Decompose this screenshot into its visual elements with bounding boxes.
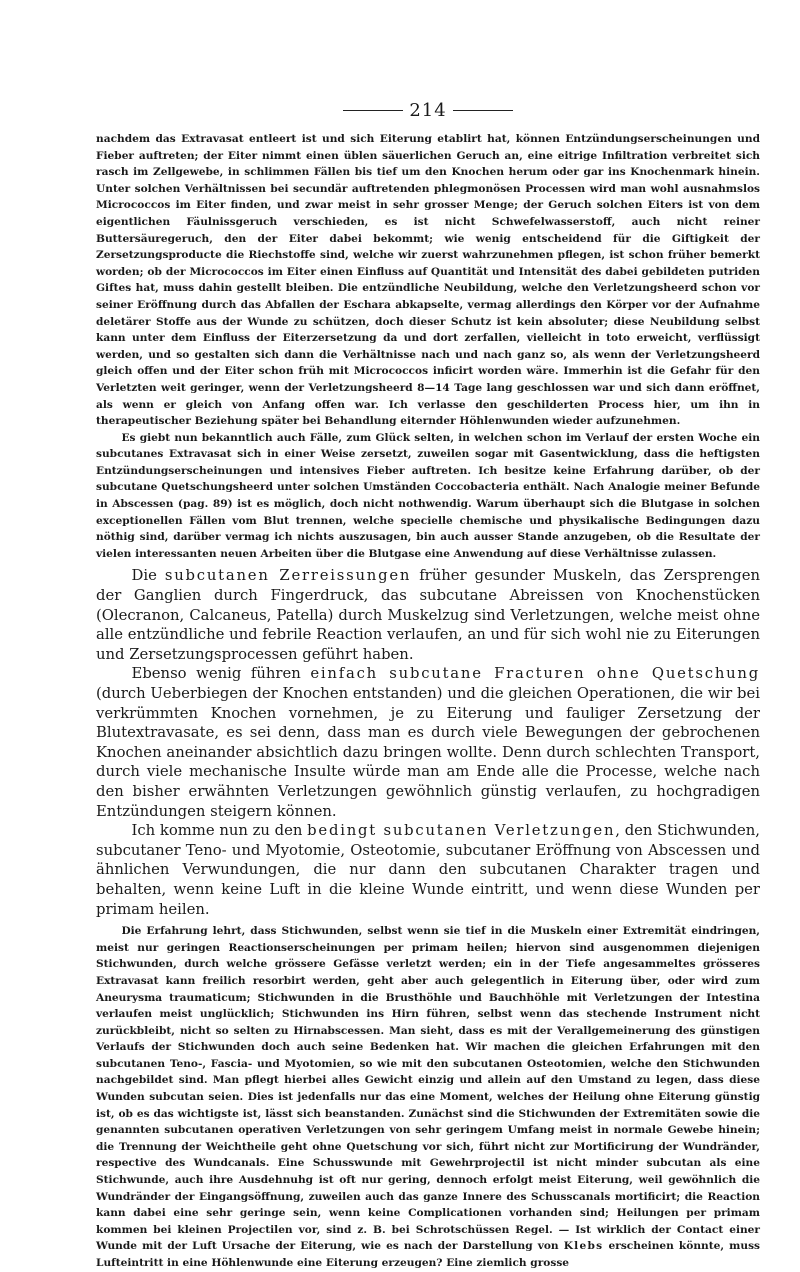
page-number: 214 [409,100,447,121]
paragraph-1: nachdem das Extravasat entleert ist und sich Eiterung etablirt hat, können Entzündungserscheinungen und Fieber auftreten; der Eiter nimmt einen üblen säuerlichen Geruch an, eine eitrige Infiltration verbreitet sich rasch im Zellgewebe, in schlimmen Fällen bis tief um den Knochen herum oder gar ins Knochenmark hinein. Unter solchen Verhältnissen bei secundär auftretenden phlegmonösen Processen wird man wohl ausnahmslos Micrococcos im Eiter finden, und zwar meist in sehr grosser Menge; der Geruch solchen Eiters ist von dem eigentlichen Fäulnissgeruch verschieden, es ist nicht Schwefelwasserstoff, auch nicht reiner Buttersäuregeruch, den der Eiter dabei bekommt; wie wenig entscheidend für die Giftigkeit der Zersetzungsproducte die Riechstoffe sind, welche wir zuerst wahrzunehmen pflegen, ist schon früher bemerkt worden; ob der Micrococcos im Eiter einen Einfluss auf Quantität und Intensität des dabei gebildeten putriden Giftes hat, muss dahin gestellt bleiben. Die entzündliche Neubildung, welche den Verletzungsheerd schon vor seiner Eröffnung durch das Abfallen der Eschara abkapselte, vermag allerdings den Körper vor der Aufnahme deletärer Stoffe aus der Wunde zu schützen, doch dieser Schutz ist kein absoluter; diese Neubildung selbst kann unter dem Einfluss der Eiterzersetzung da und dort zerfallen, vielleicht in toto erweicht, verflüssigt werden, und so gestalten sich dann die Verhältnisse nach und nach ganz so, als wenn der Verletzungsheerd gleich offen und der Eiter schon früh mit Micrococcos inficirt worden wäre. Immerhin ist die Gefahr für den Verletzten weit geringer, wenn der Verletzungsheerd 8—14 Tage lang geschlossen war und sich dann eröffnet, als wenn er gleich von Anfang offen war. Ich verlasse den geschilderten Process hier, um ihn in therapeutischer Beziehung später bei Behandlung eiternder Höhlenwunden wieder aufzunehmen. [96,133,760,428]
paragraph-6-lead: Die Erfahrung lehrt, dass Stichwunden, selbst wenn sie tief in die Muskeln einer Extremität eindringen, meist nur geringen Reactionserscheinungen per primam heilen; hiervon sind ausgenommen diejenigen Stichwunden, durch welche grössere Gefässe verletzt werden; ein in der Tiefe angesammeltes grösseres Extravasat kann freilich resorbirt werden, geht aber auch gelegentlich in Eiterung über, oder wird zum Aneurysma traumaticum; Stichwunden in die Brusthöhle und Bauchhöhle mit Verletzungen der Intestina verlaufen meist unglücklich; Stichwunden ins Hirn führen, selbst wenn das stechende Instrument nicht zurückbleibt, nicht so selten zu Hirnabscessen. Man sieht, dass es mit der Verallgemeinerung des günstigen Verlaufs der Stichwunden doch auch seine Bedenken hat. Wir machen die gleichen Erfahrungen mit den subcutanen Teno-, Fascia- und Myotomien, so wie mit den subcutanen Osteotomien, welche den Stichwunden nachgebildet sind. Man pflegt hierbei alles Gewicht einzig und allein auf den Umstand zu legen, dass diese Wunden subcutan seien. Dies ist jedenfalls nur das eine Moment, welches der Heilung ohne Eiterung günstig ist, ob es das wichtigste ist, lässt sich beanstanden. Zunächst sind die Stichwunden der Extremitäten sowie die genannten subcutanen operativen Verletzungen von sehr geringem Umfang meist in normale Gewebe hinein; die Trennung der Weichtheile geht ohne Quetschung vor sich, führt nicht zur Mortificirung der Wundränder, respective des Wundcanals. Eine Schusswunde mit Gewehrprojectil ist nicht minder subcutan als eine Stichwunde, auch ihre Ausdehnuhg ist oft nur gering, dennoch erfolgt meist Eiterung, weil gewöhnlich die Wundränder der Eingangsöffnung, zuweilen auch das ganze Innere des Schusscanals mortificirt; die Reaction kann dabei eine sehr geringe sein, wenn keine Complicationen vorhanden sind; Heilungen per primam kommen bei kleinen Projectilen vor, sind z. B. bei Schrotschüssen Regel. — Ist wirklich der Contact einer Wunde mit der Luft Ursache der Eiterung, wie es nach der Darstellung von [96,925,760,1253]
emphasis-subcutane-fracturen: einfach subcutane Fracturen ohne Quetschung [310,665,760,683]
header-rule-left [343,110,403,111]
paragraph-4-body: (durch Ueberbiegen der Knochen entstanden) und die gleichen Operationen, die wir bei verkrümmten Knochen vornehmen, je zu Eiterung und fauliger Zersetzung der Blutextravasate, es sei denn, dass man es durch viele Bewegungen der gebrochenen Knochen aneinander absichtlich dazu bringen wollte. Denn durch schlechten Transport, durch viele mechanische Insulte würde man am Ende alle die Processe, welche nach den bisher erwähnten Verletzungen gewöhnlich günstig verlaufen, zu hochgradigen Entzündungen steigern können. [96,685,760,820]
page-header [96,100,760,121]
paragraph-4-lead: Ebenso wenig führen [131,665,311,683]
paragraph-3 [96,566,760,664]
emphasis-bedingt-subcutane: bedingt subcutanen Verletzungen [307,822,616,840]
header-rule-right [453,110,513,111]
paragraph-4 [96,664,760,821]
paragraph-6 [96,923,760,1271]
paragraph-5-body: , den Stichwunden, subcutaner Teno- und Myotomie, Osteotomie, subcutaner Eröffnung von Abscessen und ähnlichen Verwundungen, die nur dann den subcutanen Charakter tragen und behalten, wenn keine Luft in die kleine Wunde eintritt, und wenn diese Wunden per primam heilen. [96,822,760,918]
paragraph-5-lead: Ich komme nun zu den [131,822,308,840]
emphasis-klebs: Klebs [563,1240,604,1253]
emphasis-subcutane-zerreissungen: subcutanen Zerreissungen [164,567,412,585]
paragraph-6-tail: erscheinen könnte, muss Lufteintritt in eine Höhlenwunde eine Eiterung erzeugen? Eine ziemlich grosse [96,1240,760,1269]
paragraph-3-body: früher gesunder Muskeln, das Zersprengen der Ganglien durch Fingerdruck, das subcutane Abreissen von Knochenstücken (Olecranon, Calcaneus, Patella) durch Muskelzug sind Verletzungen, welche meist ohne alle entzündliche und febrile Reaction verlaufen, an und für sich wohl nie zu Eiterungen und Zersetzungsprocessen geführt haben. [96,567,760,663]
paragraph-5 [96,821,760,919]
paragraph-3-lead: Die [131,567,165,585]
paragraph-2: Es giebt nun bekanntlich auch Fälle, zum Glück selten, in welchen schon im Verlauf der ersten Woche ein subcutanes Extravasat sich in einer Weise zersetzt, zuweilen sogar mit Gasentwicklung, dass die heftigsten Entzündungserscheinungen und intensives Fieber auftreten. Ich besitze keine Erfahrung darüber, ob der subcutane Quetschungsheerd unter solchen Umständen Coccobacteria enthält. Nach Analogie meiner Befunde in Abscessen (pag. 89) ist es möglich, doch nicht nothwendig. Warum überhaupt sich die Blutgase in solchen exceptionellen Fällen vom Blut trennen, welche specielle chemische und physikalische Bedingungen dazu nöthig sind, darüber vermag ich nichts auszusagen, bin auch ausser Stande anzugeben, ob die Resultate der vielen interessanten neuen Arbeiten über die Blutgase eine Anwendung auf diese Verhältnisse zulassen. [96,431,760,560]
